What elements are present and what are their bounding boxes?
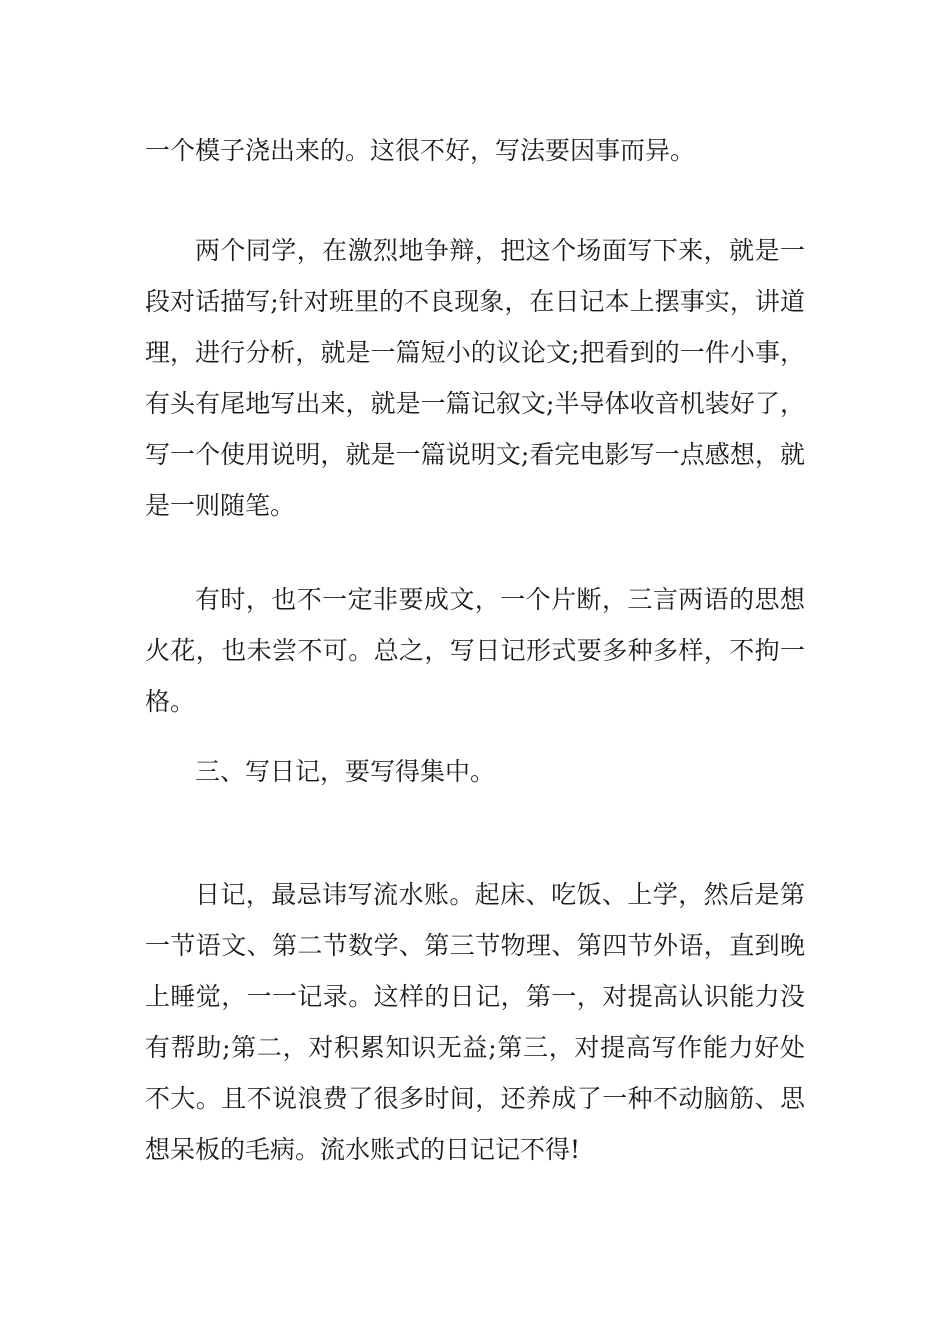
section-heading-3: 三、写日记，要写得集中。 <box>195 757 496 786</box>
paragraph-writing-forms: 两个同学，在激烈地争辩，把这个场面写下来，就是一段对话描写;针对班里的不良现象，在日记本上摆事实，讲道理，进行分析，就是一篇短小的议论文;把看到的一件小事，有头有尾地写出来，就是一篇记叙文;半导体收音机装好了，写一个使用说明，就是一篇说明文;看完电影写一点感想，就是一则随笔。 <box>145 236 805 520</box>
paragraph-avoid-ledger: 日记，最忌讳写流水账。起床、吃饭、上学，然后是第一节语文、第二节数学、第三节物理、第四节外语，直到晚上睡觉，一一记录。这样的日记，第一，对提高认识能力没有帮助;第二，对积累知识无益;第三，对提高写作能力好处不大。且不说浪费了很多时间，还养成了一种不动脑筋、思想呆板的毛病。流水账式的日记记不得! <box>145 880 805 1164</box>
paragraph-continuation: 一个模子浇出来的。这很不好，写法要因事而异。 <box>145 136 696 165</box>
paragraph-fragments: 有时，也不一定非要成文，一个片断，三言两语的思想火花，也未尝不可。总之，写日记形式要多种多样，不拘一格。 <box>145 585 805 716</box>
